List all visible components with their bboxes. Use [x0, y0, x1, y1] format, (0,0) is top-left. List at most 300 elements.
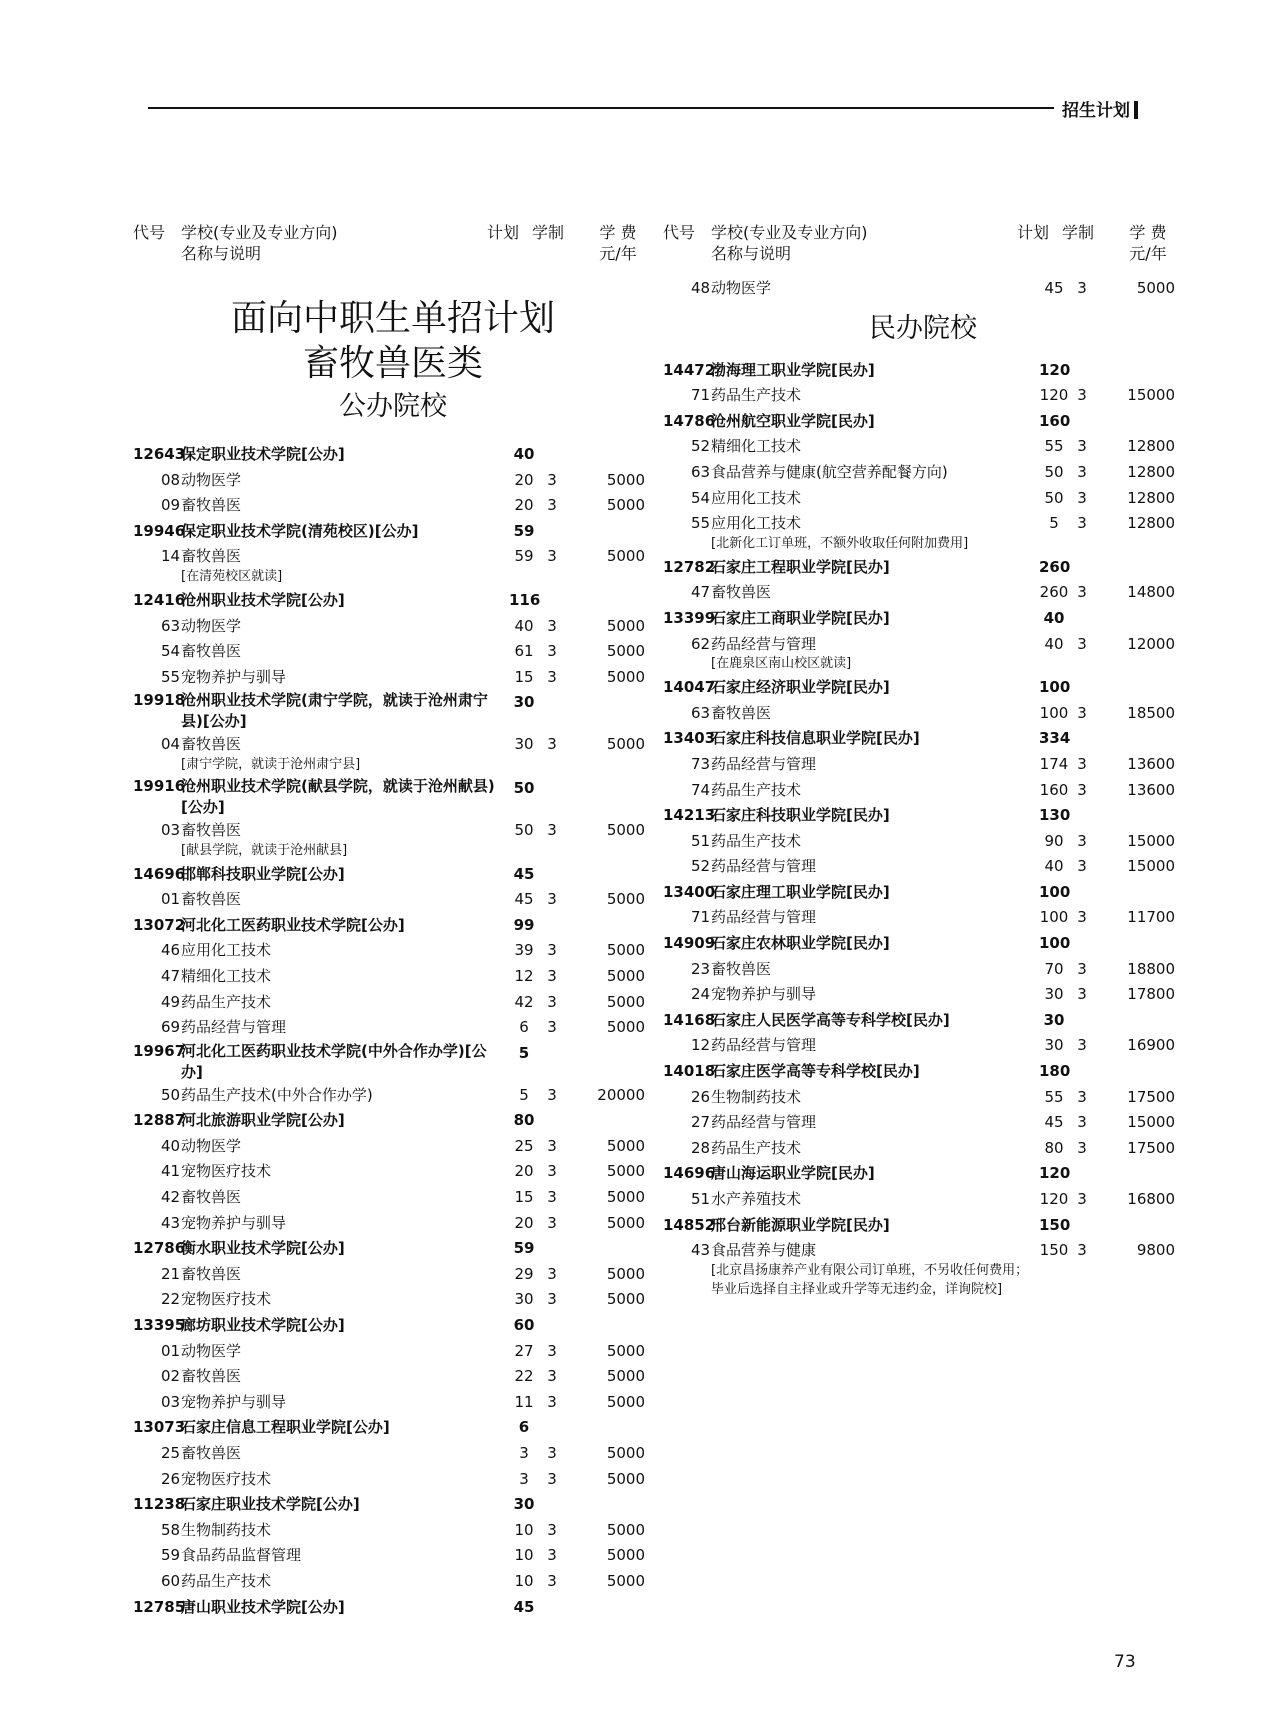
code-cell: 14909 — [663, 934, 716, 953]
duration-cell: 3 — [547, 1162, 557, 1181]
code-cell: 58 — [161, 1520, 181, 1539]
plan-cell: 11 — [514, 1392, 534, 1411]
name-cell: 生物制药技术 — [181, 1520, 272, 1539]
code-cell: 01 — [161, 1341, 181, 1360]
plan-cell: 150 — [1039, 1215, 1071, 1234]
name-cell: 唐山职业技术学院[公办] — [181, 1597, 345, 1616]
code-cell: 13072 — [133, 915, 186, 934]
plan-cell: 30 — [1043, 1010, 1065, 1029]
plan-cell: 120 — [1039, 360, 1071, 379]
header-duration: 学制 — [532, 223, 565, 242]
duration-cell: 3 — [1077, 857, 1087, 876]
name-cell: 畜牧兽医 — [181, 547, 242, 566]
major-row — [133, 1134, 653, 1160]
plan-cell: 3 — [519, 1469, 529, 1488]
plan-cell: 50 — [514, 820, 534, 839]
name-cell: 水产养殖技术 — [711, 1190, 802, 1208]
code-cell: 14696 — [663, 1164, 716, 1183]
plan-cell: 80 — [1044, 1138, 1064, 1157]
fee-cell: 5000 — [606, 941, 645, 960]
code-cell: 26 — [691, 1087, 711, 1106]
plan-cell: 334 — [1039, 729, 1071, 748]
duration-cell: 3 — [547, 820, 557, 839]
name-cell: 宠物养护与驯导 — [181, 1213, 287, 1232]
major-row — [133, 964, 653, 990]
code-cell: 51 — [691, 831, 711, 850]
fee-cell: 5000 — [606, 642, 645, 661]
header-rule — [148, 107, 1054, 109]
code-cell: 55 — [161, 667, 181, 686]
right-column — [663, 222, 1183, 1301]
major-row — [133, 665, 653, 691]
name-cell: 畜牧兽医 — [181, 735, 242, 754]
major-row — [133, 614, 653, 640]
fee-cell: 5000 — [606, 890, 645, 909]
duration-cell: 3 — [1077, 754, 1087, 773]
code-cell: 52 — [691, 437, 711, 456]
plan-cell: 15 — [514, 1188, 534, 1207]
name-cell: 沧州职业技术学院(献县学院，就读于沧州献县)[公办] — [181, 776, 495, 816]
code-cell: 03 — [161, 1392, 181, 1411]
major-row — [663, 905, 1183, 931]
school-row — [663, 931, 1183, 957]
plan-cell: 120 — [1039, 386, 1069, 405]
name-cell: 沧州职业技术学院(肃宁学院，就读于沧州肃宁县)[公办] — [181, 691, 488, 731]
left-table — [133, 442, 653, 1620]
name-cell: 精细化工技术 — [181, 966, 272, 985]
name-cell: 石家庄理工职业学院[民办] — [711, 882, 890, 901]
section-tag — [1062, 96, 1138, 121]
duration-cell: 3 — [1077, 780, 1087, 799]
code-cell: 12887 — [133, 1111, 186, 1130]
header-code: 代号 — [663, 223, 696, 242]
duration-cell: 3 — [1077, 279, 1087, 297]
header-fee: 学 费 元/年 — [1129, 223, 1167, 263]
fee-cell: 5000 — [606, 616, 645, 635]
plan-cell: 10 — [514, 1571, 534, 1590]
fee-cell: 5000 — [606, 992, 645, 1011]
plan-cell: 120 — [1039, 1164, 1071, 1183]
header-fee: 学 费 元/年 — [599, 223, 637, 263]
name-cell: 畜牧兽医 — [181, 496, 242, 515]
code-cell: 08 — [161, 470, 181, 489]
school-row — [663, 803, 1183, 829]
major-row — [663, 580, 1183, 606]
fee-cell: 5000 — [606, 470, 645, 489]
header-name: 学校(专业及专业方向) 名称与说明 — [711, 223, 868, 263]
fee-cell: 5000 — [606, 1264, 645, 1283]
section-bar — [1134, 101, 1138, 119]
duration-cell: 3 — [547, 1018, 557, 1037]
code-cell: 03 — [161, 820, 181, 839]
private-title-block — [663, 308, 1183, 350]
major-row — [663, 829, 1183, 855]
code-cell: 59 — [161, 1546, 181, 1565]
duration-cell: 3 — [547, 1085, 557, 1104]
code-cell: 52 — [691, 857, 711, 876]
name-cell: 石家庄人民医学高等专科学校[民办] — [711, 1010, 950, 1029]
plan-cell: 116 — [509, 590, 541, 609]
duration-cell: 3 — [1077, 985, 1087, 1004]
major-row — [663, 632, 1183, 658]
school-row — [663, 555, 1183, 581]
fee-cell: 17800 — [1127, 985, 1175, 1004]
plan-cell: 5 — [519, 1085, 529, 1104]
plan-cell: 30 — [1044, 985, 1064, 1004]
duration-cell: 3 — [547, 470, 557, 489]
code-cell: 28 — [691, 1138, 711, 1157]
plan-cell: 45 — [1044, 279, 1064, 297]
fee-cell: 5000 — [606, 1162, 645, 1181]
fee-cell: 5000 — [606, 1546, 645, 1565]
plan-cell: 50 — [1044, 488, 1064, 507]
plan-cell: 260 — [1039, 583, 1069, 602]
name-cell: 畜牧兽医 — [181, 1264, 242, 1283]
code-cell: 40 — [161, 1136, 181, 1155]
name-cell: 应用化工技术 — [181, 941, 272, 960]
duration-cell: 3 — [547, 1392, 557, 1411]
plan-cell: 160 — [1039, 411, 1071, 430]
fee-cell: 14800 — [1127, 583, 1175, 602]
fee-cell: 5000 — [606, 1213, 645, 1232]
name-cell: 石家庄科技职业学院[民办] — [711, 806, 890, 825]
major-row — [133, 639, 653, 665]
fee-cell: 13600 — [1127, 754, 1175, 773]
major-row — [663, 1238, 1183, 1264]
name-cell: 食品药品监督管理 — [181, 1546, 302, 1565]
code-cell: 14472 — [663, 360, 716, 379]
name-cell: 宠物养护与驯导 — [181, 1392, 287, 1411]
name-cell: 石家庄农林职业学院[民办] — [711, 934, 890, 953]
duration-cell: 3 — [1077, 488, 1087, 507]
major-row — [133, 887, 653, 913]
duration-cell: 3 — [547, 1341, 557, 1360]
major-note: [北新化工订单班，不额外收取任何附加费用] — [711, 535, 969, 551]
code-cell: 60 — [161, 1571, 181, 1590]
code-cell: 19967 — [133, 1041, 186, 1060]
name-cell: 石家庄工商职业学院[民办] — [711, 608, 890, 627]
code-cell: 63 — [691, 462, 711, 481]
name-cell: 动物医学 — [181, 1341, 242, 1360]
plan-cell: 40 — [1044, 634, 1064, 653]
code-cell: 19946 — [133, 521, 186, 540]
code-cell: 43 — [691, 1241, 711, 1260]
plan-cell: 27 — [514, 1341, 534, 1360]
title-block — [133, 296, 653, 428]
code-cell: 14696 — [133, 864, 186, 883]
code-cell: 13399 — [663, 608, 716, 627]
fee-cell: 12800 — [1127, 488, 1175, 507]
major-note: [肃宁学院，就读于沧州肃宁县] — [181, 756, 361, 772]
name-cell: 畜牧兽医 — [711, 583, 772, 602]
school-row — [663, 1161, 1183, 1187]
duration-cell: 3 — [547, 735, 557, 754]
code-cell: 62 — [691, 634, 711, 653]
name-cell: 药品经营与管理 — [711, 1036, 817, 1055]
major-note: [献县学院，就读于沧州献县] — [181, 842, 348, 858]
code-cell: 09 — [161, 496, 181, 515]
column-header — [663, 222, 1183, 276]
fee-cell: 18500 — [1127, 703, 1175, 722]
code-cell: 12 — [691, 1036, 711, 1055]
header-code: 代号 — [133, 223, 166, 242]
code-cell: 27 — [691, 1113, 711, 1132]
name-cell: 畜牧兽医 — [181, 642, 242, 661]
plan-cell: 100 — [1039, 678, 1071, 697]
code-cell: 12785 — [133, 1597, 186, 1616]
plan-cell: 59 — [514, 547, 534, 566]
code-cell: 26 — [161, 1469, 181, 1488]
page-number: 73 — [1114, 1652, 1136, 1672]
plan-cell: 180 — [1039, 1062, 1071, 1081]
code-cell: 47 — [161, 966, 181, 985]
name-cell: 药品经营与管理 — [711, 1113, 817, 1132]
name-cell: 衡水职业技术学院[公办] — [181, 1239, 345, 1258]
code-cell: 43 — [161, 1213, 181, 1232]
duration-cell: 3 — [1077, 583, 1087, 602]
name-cell: 应用化工技术 — [711, 488, 802, 507]
duration-cell: 3 — [1077, 1241, 1087, 1260]
duration-cell: 3 — [547, 1444, 557, 1462]
plan-cell: 70 — [1044, 959, 1064, 978]
duration-cell: 3 — [547, 1290, 557, 1309]
name-cell: 河北化工医药职业技术学院(中外合作办学)[公办] — [181, 1041, 487, 1081]
name-cell: 药品经营与管理 — [711, 857, 817, 876]
plan-cell: 30 — [513, 693, 535, 712]
fee-cell: 15000 — [1127, 1113, 1175, 1132]
name-cell: 畜牧兽医 — [711, 703, 772, 722]
plan-cell: 20 — [514, 496, 534, 515]
name-cell: 保定职业技术学院[公办] — [181, 445, 345, 463]
plan-cell: 30 — [514, 1290, 534, 1309]
name-cell: 廊坊职业技术学院[公办] — [181, 1316, 345, 1335]
major-row — [663, 1033, 1183, 1059]
fee-cell: 5000 — [606, 966, 645, 985]
major-row — [133, 1518, 653, 1544]
code-cell: 01 — [161, 890, 181, 909]
major-row — [133, 1083, 653, 1109]
category-title: 畜牧兽医类 — [302, 343, 483, 384]
plan-cell: 40 — [513, 445, 535, 463]
code-cell: 13073 — [133, 1418, 186, 1437]
duration-cell: 3 — [1077, 634, 1087, 653]
name-cell: 河北旅游职业学院[公办] — [181, 1111, 345, 1130]
name-cell: 畜牧兽医 — [181, 1367, 242, 1386]
name-cell: 宠物养护与驯导 — [181, 667, 287, 686]
duration-cell: 3 — [1077, 437, 1087, 456]
duration-cell: 3 — [547, 667, 557, 686]
duration-cell: 3 — [547, 1264, 557, 1283]
duration-cell: 3 — [547, 890, 557, 909]
plan-cell: 15 — [514, 667, 534, 686]
plan-cell: 60 — [513, 1316, 535, 1335]
plan-cell: 20 — [514, 470, 534, 489]
plan-cell: 40 — [514, 616, 534, 635]
code-cell: 12786 — [133, 1239, 186, 1258]
code-cell: 73 — [691, 754, 711, 773]
plan-cell: 55 — [1044, 437, 1064, 456]
major-row — [133, 1159, 653, 1185]
fee-cell: 5000 — [606, 820, 645, 839]
school-row — [133, 1313, 653, 1339]
school-row — [663, 1008, 1183, 1034]
school-row — [133, 442, 653, 468]
duration-cell: 3 — [1077, 1036, 1087, 1055]
code-cell: 71 — [691, 386, 711, 405]
code-cell: 13400 — [663, 882, 716, 901]
plan-cell: 22 — [514, 1367, 534, 1386]
duration-cell: 3 — [547, 1469, 557, 1488]
school-row — [133, 1236, 653, 1262]
major-row — [133, 1262, 653, 1288]
duration-cell: 3 — [1077, 1138, 1087, 1157]
code-cell: 23 — [691, 959, 711, 978]
school-row — [133, 776, 653, 818]
plan-cell: 90 — [1044, 831, 1064, 850]
duration-cell: 3 — [547, 1188, 557, 1207]
plan-cell: 20 — [514, 1213, 534, 1232]
code-cell: 13395 — [133, 1316, 186, 1335]
fee-cell: 5000 — [606, 667, 645, 686]
school-row — [133, 913, 653, 939]
fee-cell: 15000 — [1127, 386, 1175, 405]
code-cell: 50 — [161, 1085, 181, 1104]
code-cell: 46 — [161, 941, 181, 960]
plan-cell: 100 — [1039, 908, 1069, 927]
major-row — [133, 1467, 653, 1493]
plan-cell: 99 — [513, 915, 535, 934]
code-cell: 14786 — [663, 411, 716, 430]
name-cell: 药品经营与管理 — [181, 1018, 287, 1037]
plan-cell: 30 — [514, 735, 534, 754]
duration-cell: 3 — [547, 992, 557, 1011]
major-row — [663, 1187, 1183, 1213]
plan-cell: 29 — [514, 1264, 534, 1283]
name-cell: 畜牧兽医 — [181, 1188, 242, 1207]
name-cell: 药品生产技术(中外合作办学) — [181, 1085, 373, 1104]
code-cell: 14047 — [663, 678, 716, 697]
name-cell: 食品营养与健康(航空营养配餐方向) — [711, 462, 948, 481]
school-row — [663, 358, 1183, 384]
code-cell: 22 — [161, 1290, 181, 1309]
name-cell: 唐山海运职业学院[民办] — [711, 1164, 875, 1183]
school-row — [133, 1595, 653, 1621]
plan-cell: 40 — [1044, 857, 1064, 876]
code-cell: 02 — [161, 1367, 181, 1386]
name-cell: 邢台新能源职业学院[民办] — [711, 1215, 890, 1234]
duration-cell: 3 — [547, 1136, 557, 1155]
major-row — [663, 486, 1183, 512]
plan-cell: 10 — [514, 1546, 534, 1565]
plan-cell: 45 — [513, 864, 535, 883]
code-cell: 12416 — [133, 590, 186, 609]
fee-cell: 5000 — [606, 1290, 645, 1309]
name-cell: 石家庄职业技术学院[公办] — [181, 1495, 360, 1514]
right-top-table — [663, 276, 1183, 302]
code-cell: 71 — [691, 908, 711, 927]
name-cell: 生物制药技术 — [711, 1087, 802, 1106]
plan-cell: 150 — [1039, 1241, 1069, 1260]
code-cell: 74 — [691, 780, 711, 799]
fee-cell: 20000 — [597, 1085, 645, 1104]
plan-cell: 45 — [514, 890, 534, 909]
fee-cell: 5000 — [606, 1136, 645, 1155]
plan-cell: 30 — [1044, 1036, 1064, 1055]
plan-cell: 100 — [1039, 703, 1069, 722]
major-row — [663, 982, 1183, 1008]
major-row — [133, 493, 653, 519]
name-cell: 药品生产技术 — [181, 992, 272, 1011]
fee-cell: 5000 — [1136, 279, 1175, 297]
major-row — [133, 1211, 653, 1237]
code-cell: 21 — [161, 1264, 181, 1283]
plan-cell: 40 — [1043, 608, 1065, 627]
fee-cell: 5000 — [606, 1367, 645, 1386]
major-row — [133, 1185, 653, 1211]
fee-cell: 5000 — [606, 547, 645, 566]
name-cell: 动物医学 — [181, 470, 242, 489]
duration-cell: 3 — [547, 966, 557, 985]
duration-cell: 3 — [1077, 959, 1087, 978]
plan-cell: 59 — [513, 1239, 535, 1258]
name-cell: 药品生产技术 — [181, 1571, 272, 1590]
code-cell: 14213 — [663, 806, 716, 825]
major-row — [133, 544, 653, 570]
code-cell: 63 — [691, 703, 711, 722]
name-cell: 药品生产技术 — [711, 780, 802, 799]
major-row — [663, 1136, 1183, 1162]
major-row — [133, 1569, 653, 1595]
name-cell: 动物医学 — [711, 279, 772, 297]
duration-cell: 3 — [1077, 462, 1087, 481]
fee-cell: 18800 — [1127, 959, 1175, 978]
code-cell: 14168 — [663, 1010, 716, 1029]
code-cell: 04 — [161, 735, 181, 754]
name-cell: 药品经营与管理 — [711, 908, 817, 927]
name-cell: 石家庄信息工程职业学院[公办] — [181, 1418, 390, 1437]
name-cell: 药品经营与管理 — [711, 634, 817, 653]
plan-cell: 50 — [513, 778, 535, 797]
duration-cell: 3 — [1077, 703, 1087, 722]
plan-cell: 130 — [1039, 806, 1071, 825]
duration-cell: 3 — [547, 1367, 557, 1386]
fee-cell: 5000 — [606, 1392, 645, 1411]
duration-cell: 3 — [547, 1571, 557, 1590]
name-cell: 沧州职业技术学院[公办] — [181, 590, 345, 609]
plan-cell: 160 — [1039, 780, 1069, 799]
major-row — [663, 778, 1183, 804]
fee-cell: 5000 — [606, 1571, 645, 1590]
major-row — [133, 1287, 653, 1313]
right-table — [663, 358, 1183, 1299]
plan-cell: 39 — [514, 941, 534, 960]
header-plan: 计划 — [487, 223, 520, 242]
name-cell: 畜牧兽医 — [181, 820, 242, 839]
header-plan: 计划 — [1017, 223, 1050, 242]
name-cell: 宠物医疗技术 — [181, 1162, 272, 1181]
duration-cell: 3 — [547, 1520, 557, 1539]
plan-cell: 20 — [514, 1162, 534, 1181]
fee-cell: 15000 — [1127, 857, 1175, 876]
major-note: [北京昌扬康养产业有限公司订单班，不另收任何费用；毕业后选择自主择业或升学等无违约金，详询院校] — [711, 1262, 1029, 1297]
major-row — [663, 383, 1183, 409]
school-row — [133, 1041, 653, 1083]
name-cell: 药品经营与管理 — [711, 754, 817, 773]
plan-cell: 80 — [513, 1111, 535, 1130]
plan-cell: 260 — [1039, 557, 1071, 576]
name-cell: 石家庄经济职业学院[民办] — [711, 678, 890, 697]
fee-cell: 5000 — [606, 1520, 645, 1539]
